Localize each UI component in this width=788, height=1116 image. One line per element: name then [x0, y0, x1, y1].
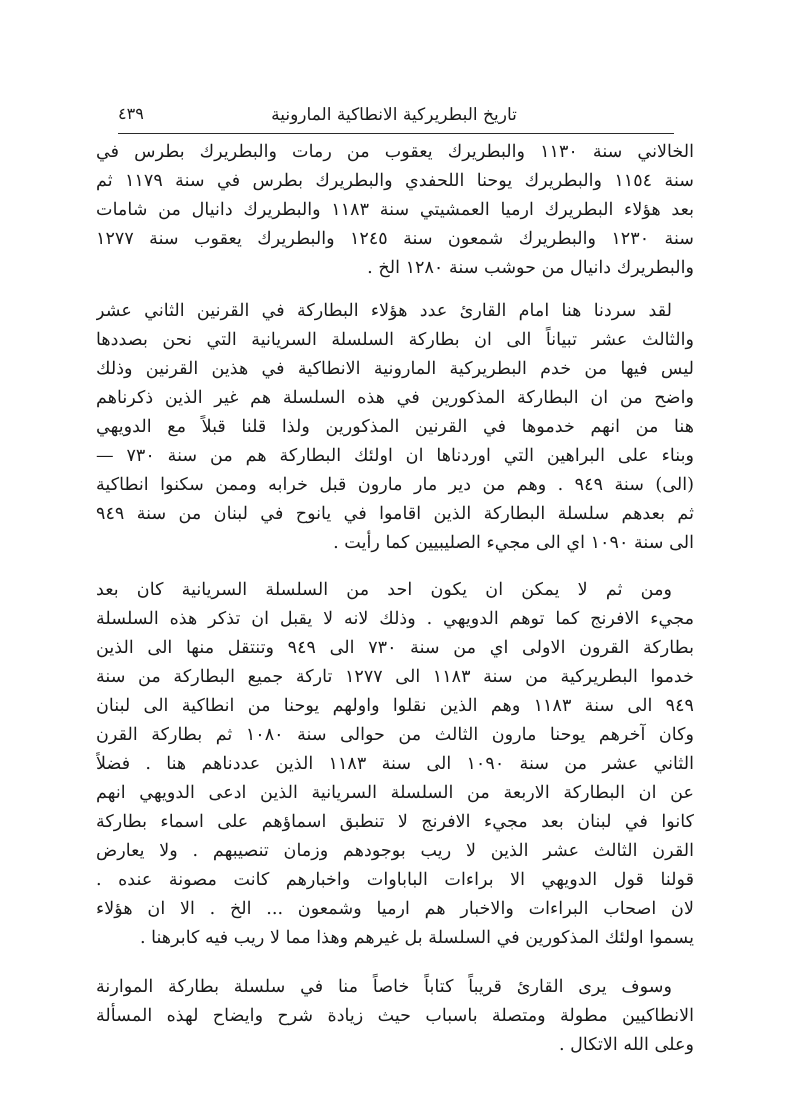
page-number: ٤٣٩	[118, 104, 144, 123]
header-title: تاريخ البطريركية الانطاكية المارونية	[271, 105, 517, 125]
paragraph	[96, 973, 694, 1060]
text-line: وعلى الله الاتكال .	[558, 1035, 694, 1055]
text-line: قولنا قول الدويهي الا براءات الباباوات واخبارهم كانت مصونة عنده .	[96, 870, 694, 890]
text-body	[96, 138, 694, 1074]
paragraph	[96, 576, 694, 953]
text-line: لان اصحاب البراءات والاخبار هم ارميا وشمعون ... الخ . الا ان هؤلاء	[96, 899, 694, 919]
text-line: عن ان البطاركة الاربعة من السلسلة السريانية الذين ادعى الدويهي انهم	[96, 783, 694, 803]
text-line: وكان آخرهم يوحنا مارون الثالث من حوالى سنة ١٠٨٠ ثم بطاركة القرن	[96, 725, 694, 745]
text-line: القرن الثالث عشر الذين لا ريب بوجودهم وزمان تنصيبهم . ولا يعارض	[96, 841, 694, 861]
text-line: سنة ١٢٣٠ والبطريرك شمعون سنة ١٢٤٥ والبطريرك يعقوب سنة ١٢٧٧	[96, 229, 694, 249]
text-line: ٩٤٩ الى سنة ١١٨٣ وهم الذين نقلوا واولهم يوحنا من انطاكية الى لبنان	[96, 696, 694, 716]
text-line: ليس فيها من خدم البطريركية المارونية الانطاكية في هذين القرنين وذلك	[96, 359, 694, 379]
text-line: الانطاكيين مطولة ومتصلة باسباب حيث زيادة شرح وايضاح لهذه المسألة	[96, 1006, 694, 1026]
text-line: لقد سردنا هنا امام القارئ عدد هؤلاء البطاركة في القرنين الثاني عشر	[96, 301, 672, 321]
text-line: (الى) سنة ٩٤٩ . وهم من دير مار مارون قبل خرابه وممن سكنوا انطاكية	[96, 475, 694, 495]
text-line: سنة ١١٥٤ والبطريرك يوحنا اللحفدي والبطريرك بطرس في سنة ١١٧٩ ثم	[96, 171, 694, 191]
text-line: وبناء على البراهين التي اوردناها ان اولئك البطاركة هم من سنة ٧٣٠ —	[96, 446, 694, 466]
header-rule	[118, 133, 674, 134]
text-line: هنا من انهم خدموها في القرنين المذكورين ولذا قلنا قبلاً مع الدويهي	[96, 417, 694, 437]
text-line: الخالاني سنة ١١٣٠ والبطريرك يعقوب من رمات والبطريرك بطرس في	[96, 142, 694, 162]
running-header	[118, 98, 670, 132]
text-line: بعد هؤلاء البطريرك ارميا العمشيتي سنة ١١٨٣ والبطريرك دانيال من شامات	[96, 200, 694, 220]
text-line: واضح من ان البطاركة المذكورين في هذه السلسلة هم غير الذين ذكرناهم	[96, 388, 694, 408]
text-line: بطاركة القرون الاولى اي من سنة ٧٣٠ الى ٩٤٩ وتنتقل منها الى الذين	[96, 638, 694, 658]
text-line: ثم بعدهم سلسلة البطاركة الذين اقاموا في يانوح في لبنان من سنة ٩٤٩	[96, 504, 694, 524]
text-line: خدموا البطريركية من سنة ١١٨٣ الى ١٢٧٧ تاركة جميع البطاركة من سنة	[96, 667, 694, 687]
text-line: كانوا في لبنان بعد مجيء الافرنج لا تنطبق اسماؤهم على اسماء بطاركة	[96, 812, 694, 832]
text-line: يسموا اولئك المذكورين في السلسلة بل غيرهم وهذا مما لا ريب فيه كابرهنا .	[139, 928, 694, 948]
paragraph	[96, 138, 694, 283]
text-line: الثاني عشر من سنة ١٠٩٠ الى سنة ١١٨٣ الذين عددناهم هنا . فضلاً	[96, 754, 694, 774]
text-line: ومن ثم لا يمكن ان يكون احد من السلسلة السريانية كان بعد	[96, 580, 672, 600]
text-line: والثالث عشر تبياناً الى ان بطاركة السلسلة السريانية التي نحن بصددها	[96, 330, 694, 350]
text-line: مجيء الافرنج كما توهم الدويهي . وذلك لانه لا يقبل ان تذكر هذه السلسلة	[96, 609, 694, 629]
paragraph	[96, 297, 694, 558]
text-line: والبطريرك دانيال من حوشب سنة ١٢٨٠ الخ .	[367, 258, 694, 278]
text-line: الى سنة ١٠٩٠ اي الى مجيء الصليبيين كما رأيت .	[333, 533, 694, 553]
text-line: وسوف يرى القارئ قريباً كتاباً خاصاً منا في سلسلة بطاركة الموارنة	[96, 977, 672, 997]
